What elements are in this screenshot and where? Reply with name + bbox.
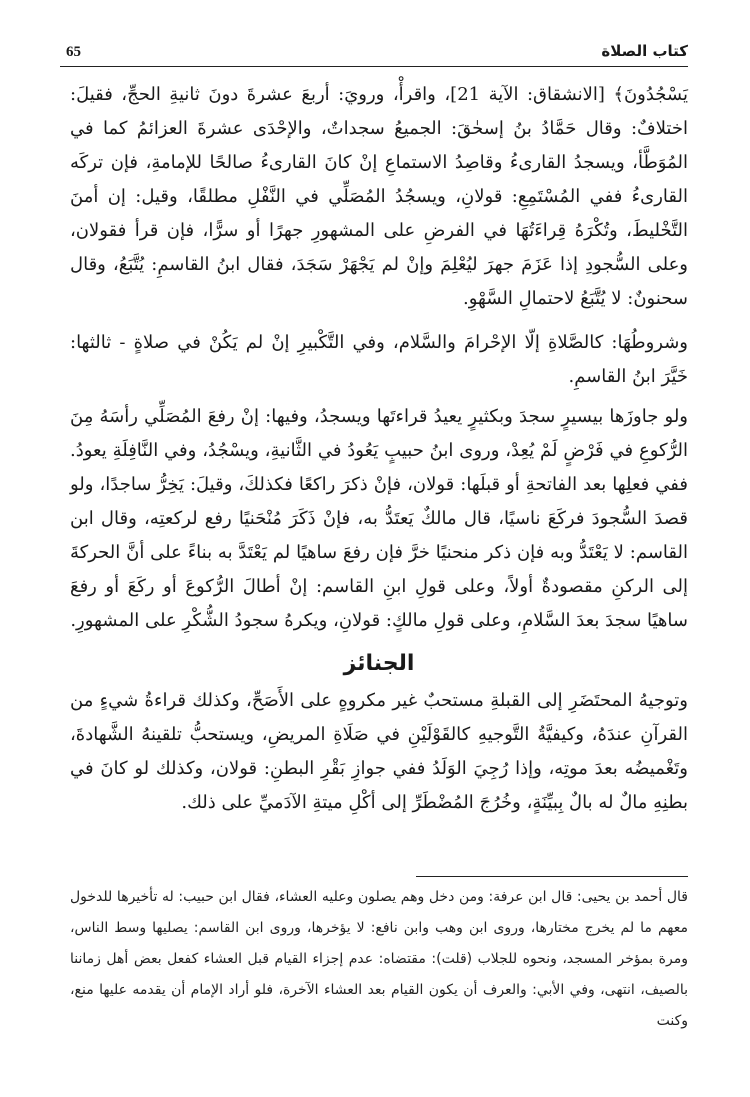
page-number: 65 xyxy=(66,44,81,60)
paragraph-funerals: وتوجيهُ المحتَضَرِ إلى القبلةِ مستحبٌ غير مكروهٍ على الأَصَحِّ، وكذلك قراءةُ شيءٍ من القرآنِ عندَهُ، وكيفيَّةُ التَّوجيهِ كالقَوْلَيْنِ في صَلَاةِ المريضِ، ويستحبُّ تلقينهُ الشَّهادةَ، وتَغْميضُه بعدَ موتِه، وإذا رُجِيَ الوَلَدُ ففي جوازِ بَقْرِ البطنِ: قولان، وكذلك لو كانَ في بطنِهِ مالٌ له بالٌ بِبيِّنَةٍ، وخُرُجَ المُضْطَرِّ إلى أكْلِ ميتةِ الآدَميِّ على ذلك. xyxy=(70,690,688,813)
paragraph-passing-over: ولو جاوزَها بيسيرٍ سجدَ وبكثيرٍ يعيدُ قراءتَها ويسجدُ، وفيها: إنْ رفعَ المُصَلِّي رأسَهُ مِنَ الرُّكوعِ في فَرْضٍ لَمْ يُعِدْ، وروى ابنُ حبيبٍ يَعُودُ في الثَّانيةِ، ويسْجُدُ، وفي النَّافِلَةِ يعودُ. ففي فعلِها بعد الفاتحةِ أو قبلَها: قولان، فإنْ ذكرَ راكعًا فكذلكَ، وقيلَ: يَخِرُّ ساجدًا، ولو قصدَ السُّجودَ فركَعَ ناسيًا، قال مالكٌ يَعتَدُّ به، فإنْ ذَكَرَ مُنْحَنيًا رفع لركعتِه، وقال ابن القاسم: لا يَعْتَدُّ وبه فإن ذكر منحنيًا خرَّ فإن رفعَ ساهيًا لم يَعْتَدَّ به بناءً على أنَّ الحركةَ إلى الركنِ مقصودةٌ أولاً، وعلى قولِ ابنِ القاسم: إنْ أطالَ الرُّكوعَ أو ركَعَ أو رفعَ ساهيًا سجدَ بعدَ السَّلامِ، وعلى قولِ مالكٍ: قولانِ، ويكرهُ سجودُ الشُّكْرِ على المشهورِ. xyxy=(70,406,688,631)
footnote: قال أحمد بن يحيى: قال ابن عرفة: ومن دخل وهم يصلون وعليه العشاء، فقال ابن حبيب: له تأخيرها للدخول معهم ما لم يخرج مختارها، وروى ابن وهب وابن نافع: لا يؤخرها، وروى ابن القاسم: يصليها وسط الناس، ومرة بمؤخر المسجد، ونحوه للجلاب (قلت): مقتضاه: عدم إجزاء القيام قبل العشاء كفعل بعض أهل زماننا بالصيف، انتهى، وفي الأبي: والعرف أن يكون القيام بعد العشاء الآخرة، فلو أراد الإمام أن يقدمه عليها منع، وكنت xyxy=(70,889,688,1029)
footnote-divider xyxy=(416,876,688,877)
main-text xyxy=(70,78,688,830)
paragraph-conditions: وشروطُهَا: كالصَّلاةِ إلّا الإحْرامَ والسَّلام، وفي التَّكْبيرِ إنْ لم يَكُنْ في صلاةٍ - ثالثها: خَيَّرَ ابنُ القاسمِ. xyxy=(70,332,688,387)
book-title: كتاب الصلاة xyxy=(601,42,688,60)
section-title: الجنائز xyxy=(343,651,415,676)
paragraph-sajdah-verses: يَسْجُدُونَ﴾ [الانشقاق: الآية 21]، واقرأْ، ورويَ: أربعَ عشرةَ دونَ ثانيةِ الحجِّ، فقيلَ: اختلافٌ: وقال حَمَّادُ بنُ إسحٰقَ: الجميعُ سجداتٌ، والإحْدَى عشرةَ العزائمُ كما في المُوَطَّأ، ويسجدُ القارىءُ وقاصِدُ الاستماعِ إنْ كانَ القارىءُ صالحًا للإمامةِ، فإن تركَه القارىءُ ففي المُسْتَمِعِ: قولانِ، ويسجُدُ المُصَلِّي في النَّفْلِ مطلقًا، وقيل: إن أمنَ التَّخْليطَ، وتُكْرَهُ قِراءَتُهَا في الفرضِ على المشهورِ جهرًا أو سرًّا، فإن قرأ فقولان، وعلى السُّجودِ إذا عَزَمَ جهرَ ليُعْلِمَ وإنْ لم يَجْهَرْ سَجَدَ، فقال ابنُ القاسمِ: يُتَّبَعُ، وقال سحنونٌ: لا يُتَّبَعُ لاحتمالِ السَّهْوِ. xyxy=(70,84,688,309)
running-header xyxy=(60,40,688,67)
